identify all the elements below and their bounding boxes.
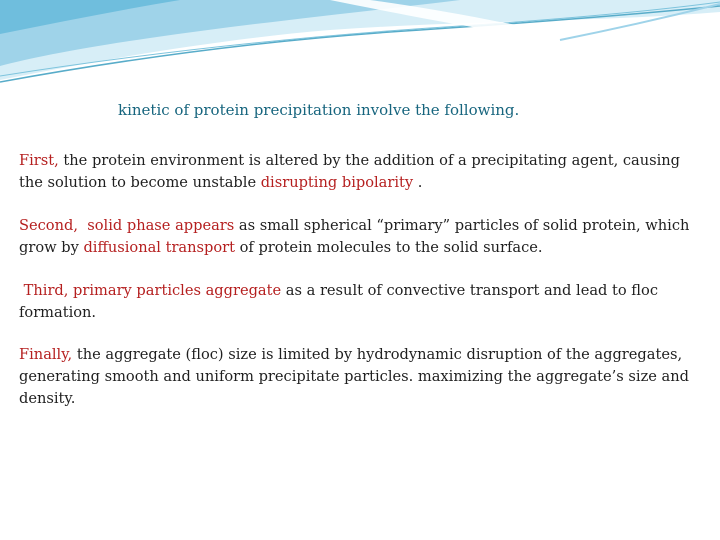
paragraph-first-text-2: . [413, 174, 423, 191]
paragraph-first-highlight-1: disrupting bipolarity [260, 174, 414, 191]
paragraph-second-text-2: as small spherical “primary” particles of solid protein, which grow by [19, 217, 690, 256]
decorative-wave-header [0, 0, 720, 100]
paragraph-finally-lead: Finally, [19, 346, 73, 363]
slide-title: kinetic of protein precipitation involve the following. [118, 101, 520, 119]
paragraph-second-text-3: of protein molecules to the solid surface. [235, 239, 543, 256]
paragraph-second-lead: Second, [19, 217, 78, 234]
paragraph-finally-text-1: the aggregate (floc) size is limited by hydrodynamic disruption of the aggregates, generating smooth and uniform precipitate particles. maximizing the aggregate’s size and density. [19, 346, 689, 407]
paragraph-third-text-2: as a result of convective transport and lead to floc formation. [19, 282, 658, 321]
paragraph-third-highlight-1: primary particles aggregate [73, 282, 282, 299]
paragraph-second-highlight-2: diffusional transport [83, 239, 235, 256]
paragraph-third-lead: Third, [23, 282, 69, 299]
paragraph-second-highlight-1: solid phase appears [87, 217, 235, 234]
paragraph-first-lead: First, [19, 152, 59, 169]
paragraph-second-text-1 [78, 217, 87, 234]
paragraph-first [19, 150, 707, 194]
paragraph-second [19, 215, 707, 259]
paragraph-finally [19, 344, 707, 410]
paragraph-first-text-1: the protein environment is altered by the addition of a precipitating agent, causing the solution to become unstable [19, 152, 681, 191]
paragraph-third [19, 280, 707, 324]
